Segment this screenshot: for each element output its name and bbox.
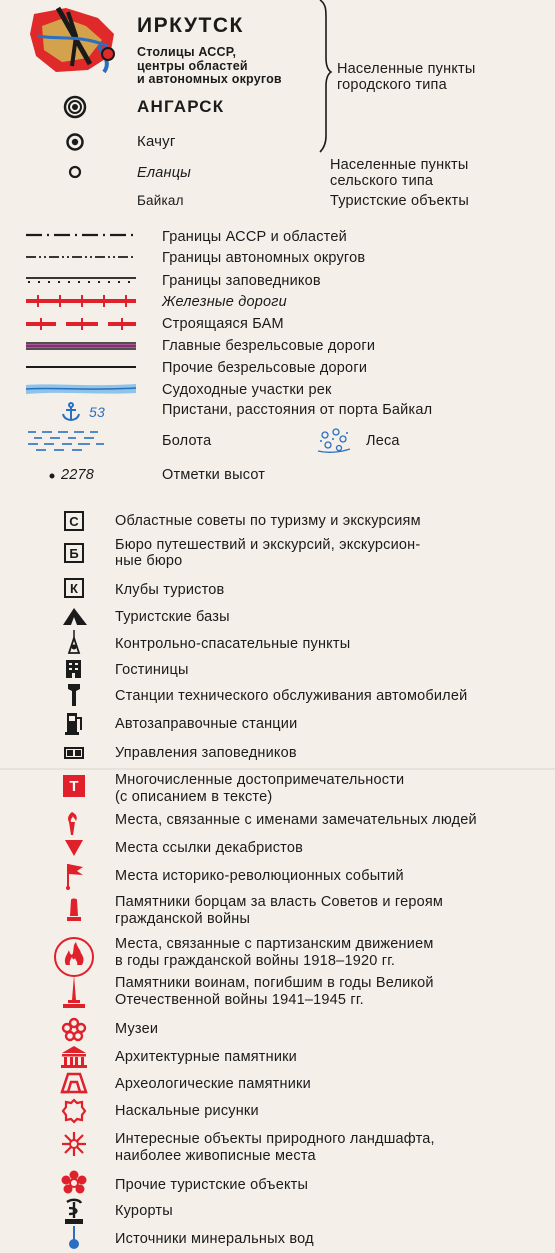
reserve-border-line-icon [26, 273, 136, 285]
tourist-club-icon [64, 578, 84, 598]
natural-landscape-icon [60, 1130, 88, 1158]
kachug-label: Качуг [137, 133, 176, 150]
tent-icon [62, 606, 88, 626]
angarsk-label: АНГАРСК [137, 97, 225, 116]
car-service-icon [66, 682, 82, 708]
rural-type-label: Населенные пункты сельского типа [330, 157, 469, 189]
assr-border-label: Границы АССР и областей [162, 229, 347, 245]
main-road-label: Главные безрельсовые дороги [162, 338, 376, 354]
assr-border-line-icon [26, 229, 136, 241]
gas-station-icon [63, 710, 85, 736]
rescue-point-icon [66, 630, 82, 654]
bam-label: Строящаяся БАМ [162, 316, 284, 332]
travel-bureau-icon [64, 543, 84, 563]
capitals-description: Столицы АССР, центры областей и автономных округов [137, 45, 282, 86]
elevation-label: Отметки высот [162, 467, 266, 483]
legend-item-5: Гостиницы [115, 662, 189, 678]
okrug-border-line-icon [26, 251, 136, 263]
soviet-monument-icon [63, 896, 85, 924]
partisan-movement-icon [52, 935, 96, 979]
legend-item-11: Места ссылки декабристов [115, 840, 303, 856]
legend-item-10: Места, связанные с именами замечательных людей [115, 812, 477, 828]
navigable-river-icon [26, 382, 136, 396]
reserve-border-label: Границы заповедников [162, 273, 321, 289]
legend-item-9: Многочисленные достопримечательности (с описанием в тексте) [115, 772, 405, 805]
landmarks-icon-letter: Т [69, 777, 79, 795]
legend-item-18: Археологические памятники [115, 1076, 311, 1092]
club-icon-letter: К [70, 580, 78, 596]
bureau-icon-letter: Б [69, 545, 79, 561]
elantsy-label: Еланцы [137, 165, 192, 181]
legend-item-13: Памятники борцам за власть Советов и героям гражданской войны [115, 894, 444, 927]
other-road-line-icon [26, 362, 136, 372]
museum-icon [61, 1017, 87, 1043]
legend-item-0: Областные советы по туризму и экскурсиям [115, 513, 421, 529]
bam-line-icon [26, 317, 136, 331]
baikal-label: Байкал [137, 193, 184, 208]
rock-art-icon [61, 1098, 87, 1124]
legend-item-4: Контрольно-спасательные пункты [115, 636, 351, 652]
other-road-label: Прочие безрельсовые дороги [162, 360, 368, 376]
elevation-dot-icon [48, 472, 56, 480]
legend-item-2: Клубы туристов [115, 582, 225, 598]
reserve-administration-icon [64, 747, 84, 759]
wwii-monument-icon [60, 974, 88, 1010]
urban-type-label: Населенные пункты городского типа [337, 61, 476, 93]
railway-line-icon [26, 294, 136, 308]
pier-label: Пристани, расстояния от порта Байкал [162, 402, 433, 418]
elantsy-village-icon [67, 164, 83, 180]
forest-label: Леса [366, 433, 400, 449]
tourism-council-icon [64, 511, 84, 531]
legend-item-22: Курорты [115, 1203, 173, 1219]
other-tourist-object-icon [61, 1170, 87, 1196]
legend-item-21: Прочие туристские объекты [115, 1177, 309, 1193]
legend-item-23: Источники минеральных вод [115, 1231, 314, 1247]
irkutsk-city-icon [28, 6, 120, 76]
legend-item-16: Музеи [115, 1021, 159, 1037]
main-road-line-icon [26, 339, 136, 351]
okrug-border-label: Границы автономных округов [162, 250, 366, 266]
revolution-flag-icon [63, 862, 85, 890]
tourist-objects-label: Туристские объекты [330, 193, 469, 209]
famous-people-torch-icon [64, 810, 84, 836]
elevation-value: 2278 [61, 467, 95, 483]
mineral-spring-icon [64, 1226, 84, 1252]
swamp-label: Болота [162, 433, 212, 449]
archaeology-icon [60, 1072, 88, 1094]
angarsk-city-icon [63, 95, 87, 119]
decembrists-exile-icon [64, 838, 84, 858]
navigable-river-label: Судоходные участки рек [162, 382, 332, 398]
legend-item-12: Места историко-революционных событий [115, 868, 404, 884]
legend-item-15: Памятники воинам, погибшим в годы Великой Отечественной войны 1941–1945 гг. [115, 975, 434, 1008]
urban-bracket [318, 0, 332, 152]
legend-item-14: Места, связанные с партизанским движением в годы гражданской войны 1918–1920 гг. [115, 936, 434, 969]
landmarks-icon [63, 775, 85, 797]
legend-item-8: Управления заповедников [115, 745, 297, 761]
pier-anchor-icon [60, 402, 82, 422]
legend-item-17: Архитектурные памятники [115, 1049, 297, 1065]
forest-icon [316, 425, 352, 455]
legend-item-1: Бюро путешествий и экскурсий, экскурсион- ные бюро [115, 537, 421, 569]
swamp-icon [28, 428, 112, 454]
irkutsk-label: ИРКУТСК [137, 14, 244, 37]
hotel-icon [64, 658, 84, 680]
council-icon-letter: С [69, 513, 79, 529]
kachug-town-icon [65, 132, 85, 152]
architecture-icon [60, 1045, 88, 1069]
legend-item-3: Туристские базы [115, 609, 230, 625]
resort-icon [61, 1198, 87, 1226]
legend-item-19: Наскальные рисунки [115, 1103, 259, 1119]
legend-item-6: Станции технического обслуживания автомобилей [115, 688, 468, 704]
legend-item-20: Интересные объекты природного ландшафта, наиболее живописные места [115, 1131, 435, 1164]
legend-item-7: Автозаправочные станции [115, 716, 298, 732]
railway-label: Железные дороги [162, 294, 287, 310]
pier-distance-number: 53 [89, 404, 105, 420]
